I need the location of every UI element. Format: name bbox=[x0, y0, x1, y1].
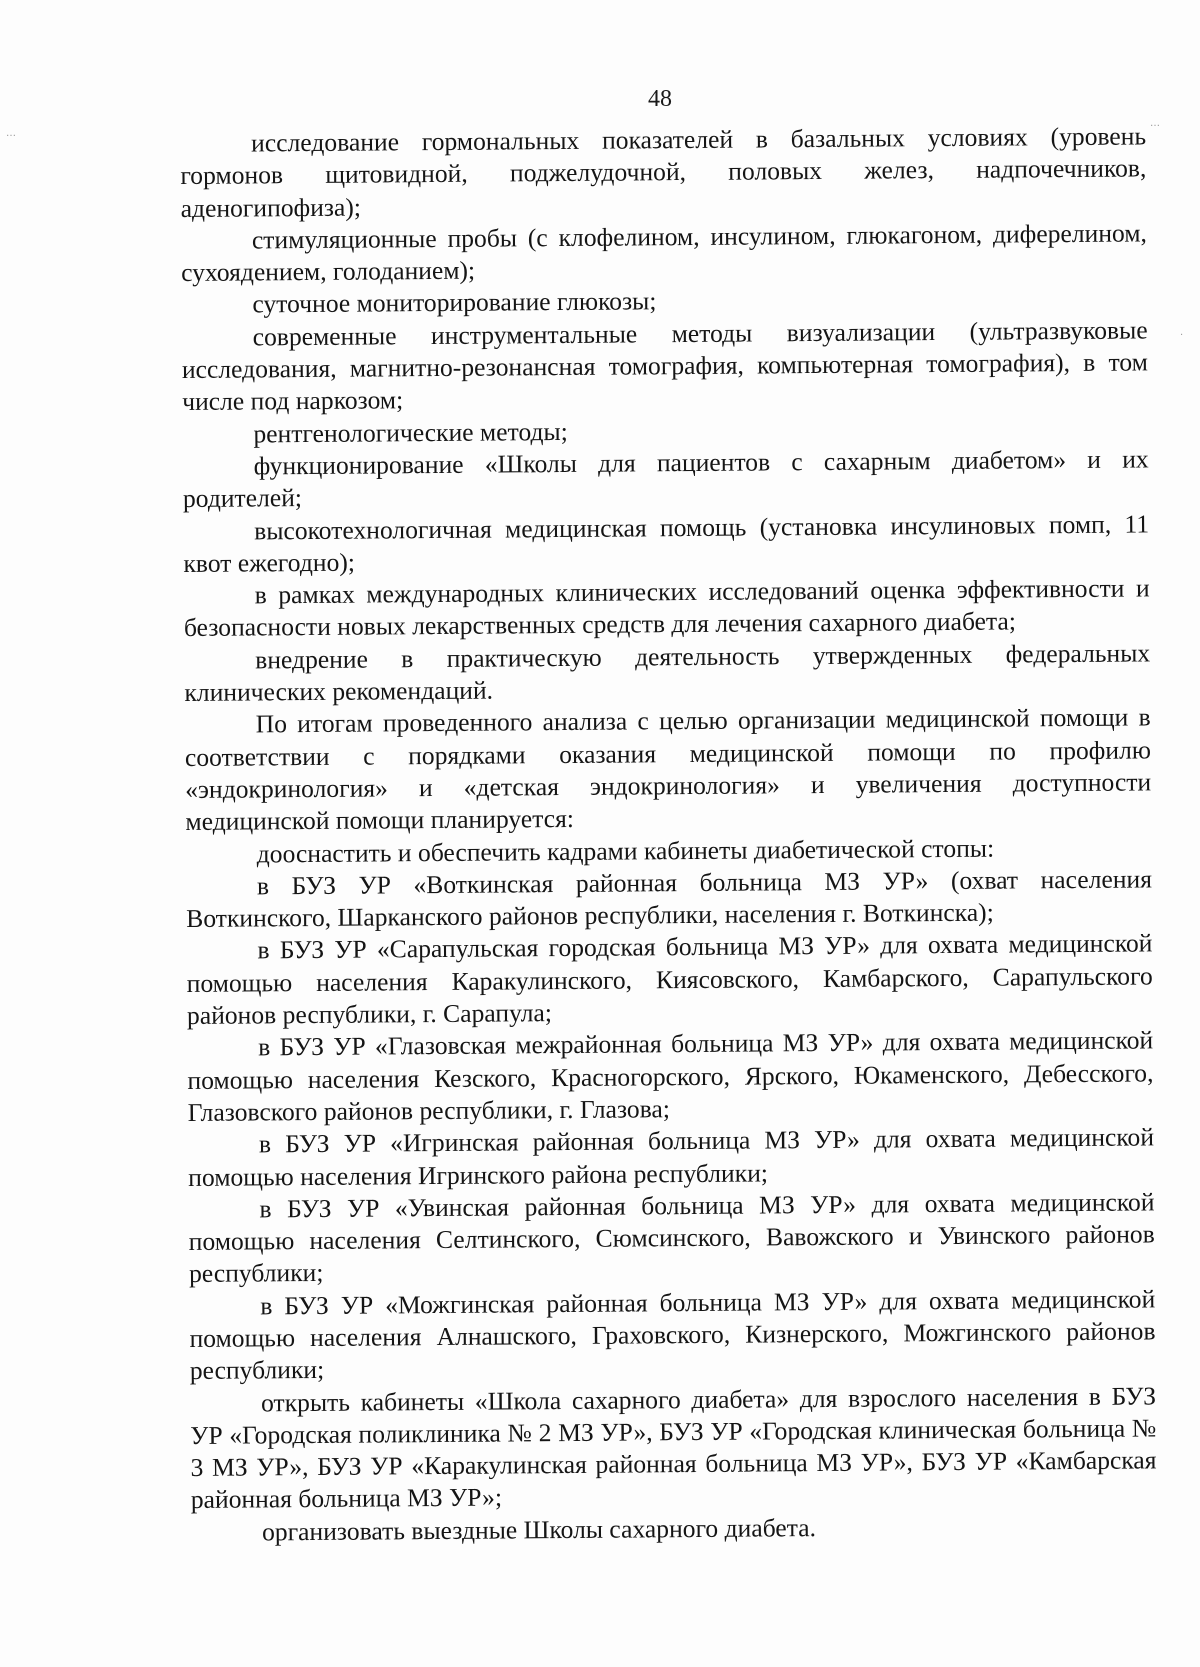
paragraph: рентгенологические методы; bbox=[253, 416, 568, 449]
scan-artifact-dot: · bbox=[1180, 330, 1184, 341]
paragraph: в БУЗ УР «Воткинская районная больница МЗ УР» (охват населения Воткинского, Шарканского районов республики, населения г. Воткинска); bbox=[186, 864, 1153, 934]
paragraph: По итогам проведенного анализа с целью организации медицинской помощи в соответствии с порядками оказания медицинской помощи по профилю «эндокринология» и «детская эндокринология» и увеличения доступности медицинской помощи планируется: bbox=[184, 702, 1152, 837]
paragraph: открыть кабинеты «Школа сахарного диабета» для взрослого населения в БУЗ УР «Городская поликлиника № 2 МЗ УР», БУЗ УР «Городская клиническая больница № 3 МЗ УР», БУЗ УР «Каракулинская районная больница МЗ УР», БУЗ УР «Камбарская районная больница МЗ УР»; bbox=[190, 1380, 1157, 1515]
paragraph: исследование гормональных показателей в базальных условиях (уровень гормонов щитовидной, поджелудочной, половых желез, надпочечников, аденогипофиза); bbox=[180, 121, 1147, 223]
paragraph: функционирование «Школы для пациентов с сахарным диабетом» и их родителей; bbox=[182, 444, 1149, 514]
paragraph: высокотехнологичная медицинская помощь (установка инсулиновых помп, 11 квот ежегодно); bbox=[183, 508, 1150, 578]
paragraph: современные инструментальные методы визуализации (ультразвуковые исследования, магнитно-резонансная томография, компьютерная томография), в том числе под наркозом; bbox=[181, 315, 1148, 417]
paragraph: стимуляционные пробы (с клофелином, инсулином, глюкагоном, диферелином, сухоядением, голоданием); bbox=[181, 218, 1147, 288]
paragraph: в БУЗ УР «Игринская районная больница МЗ УР» для охвата медицинской помощью населения Игринского района республики; bbox=[188, 1122, 1155, 1192]
paragraph: дооснастить и обеспечить кадрами кабинеты диабетической стопы: bbox=[256, 833, 995, 868]
paragraph: в БУЗ УР «Глазовская межрайонная больница МЗ УР» для охвата медицинской помощью населения Кезского, Красногорского, Ярского, Юкаменского, Дебесского, Глазовского районов республики, г. Глазова; bbox=[187, 1025, 1154, 1127]
scan-artifact-left: … bbox=[6, 128, 16, 139]
paragraph: внедрение в практическую деятельность утвержденных федеральных клинических рекомендаций. bbox=[184, 638, 1151, 708]
paragraph: в рамках международных клинических исследований оценка эффективности и безопасности новых лекарственных средств для лечения сахарного диабета; bbox=[183, 573, 1150, 643]
paragraph: суточное мониторирование глюкозы; bbox=[252, 286, 657, 319]
page-number: 48 bbox=[648, 86, 672, 112]
paragraph: в БУЗ УР «Сарапульская городская больница МЗ УР» для охвата медицинской помощью населения Каракулинского, Киясовского, Камбарского, Сарапульского районов республики, г. Сарапула; bbox=[186, 928, 1153, 1030]
document-body bbox=[180, 120, 1157, 1549]
paragraph: в БУЗ УР «Увинская районная больница МЗ УР» для охвата медицинской помощью населения Селтинского, Сюмсинского, Вавожского и Увинского районов республики; bbox=[188, 1187, 1155, 1289]
paragraph: в БУЗ УР «Можгинская районная больница МЗ УР» для охвата медицинской помощью населения Алнашского, Граховского, Кизнерского, Можгинского районов республики; bbox=[189, 1284, 1156, 1386]
paragraph: организовать выездные Школы сахарного диабета. bbox=[261, 1512, 817, 1547]
scan-artifact-right: … bbox=[1150, 118, 1160, 129]
